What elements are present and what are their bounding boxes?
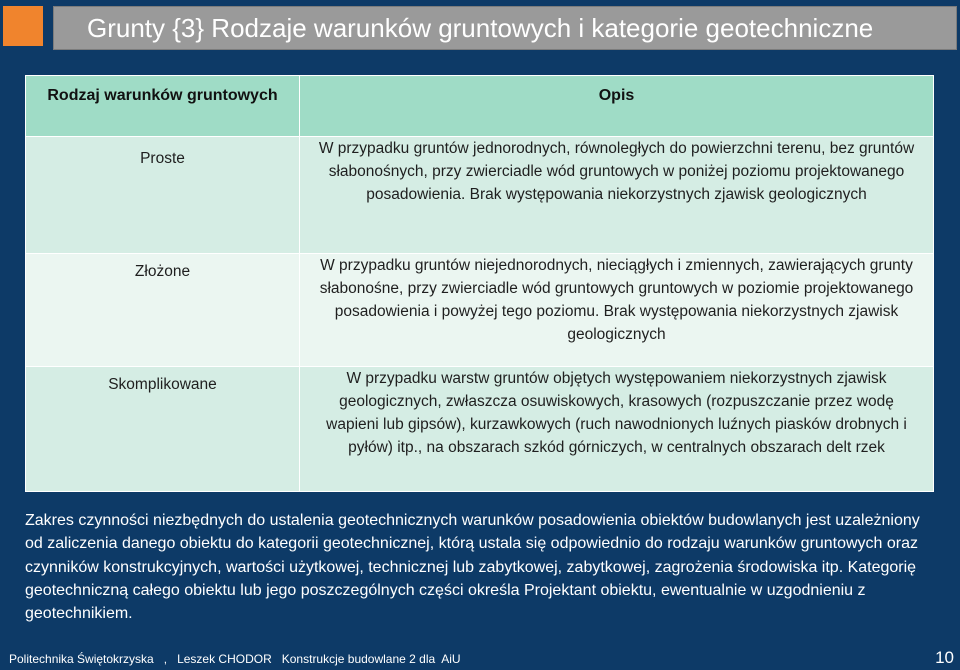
accent-square xyxy=(3,6,43,46)
row-description: W przypadku gruntów niejednorodnych, nieciągłych i zmiennych, zawierających grunty słabonośne, przy zwierciadle wód gruntowych gruntowych w poziomie projektowanego posadowienia i powyżej tego poziomu. Brak występowania niekorzystnych zjawisk geologicznych xyxy=(300,254,934,367)
footer-text: Politechnika Świętokrzyska , Leszek CHODOR Konstrukcje budowlane 2 dla AiU xyxy=(9,652,461,666)
header-type: Rodzaj warunków gruntowych xyxy=(26,76,300,137)
summary-paragraph: Zakres czynności niezbędnych do ustalenia geotechnicznych warunków posadowienia obiektów budowlanych jest uzależniony od zaliczenia danego obiektu do kategorii geotechnicznej, którą ustala się odpowiednio do rodzaju warunków gruntowych oraz czynników konstrukcyjnych, wartości użytkowej, technicznej lub zabytkowej, zabytkowej, zagrożenia środowiska itp. Kategorię geotechniczną całego obiektu lub jego poszczególnych części określa Projektant obiektu, ewentualnie w uzgodnieniu z geotechnikiem. xyxy=(25,512,920,623)
row-description: W przypadku gruntów jednorodnych, równoległych do powierzchni terenu, bez gruntów słabonośnych, przy zwierciadle wód gruntowych w poniżej poziomu projektowanego posadowienia. Brak występowania niekorzystnych zjawisk geologicznych xyxy=(300,137,934,254)
table-row xyxy=(26,137,934,254)
table-row xyxy=(26,254,934,367)
row-type: Proste xyxy=(26,137,300,254)
title-bar xyxy=(53,6,957,50)
ground-conditions-table xyxy=(25,75,934,492)
table-row xyxy=(26,367,934,492)
table-header-row xyxy=(26,76,934,137)
row-description: W przypadku warstw gruntów objętych występowaniem niekorzystnych zjawisk geologicznych, zwłaszcza osuwiskowych, krasowych (rozpuszczanie przez wodę wapieni lub gipsów), kurzawkowych (ruch nawodnionych luźnych piasków drobnych i pyłów) itp., na obszarach szkód górniczych, w centralnych obszarach delt rzek xyxy=(300,367,934,492)
header-description: Opis xyxy=(300,76,934,137)
page-title: Grunty {3} Rodzaje warunków gruntowych i kategorie geotechniczne xyxy=(87,13,874,43)
row-type: Złożone xyxy=(26,254,300,367)
page-number: 10 xyxy=(935,648,954,667)
row-type: Skomplikowane xyxy=(26,367,300,492)
